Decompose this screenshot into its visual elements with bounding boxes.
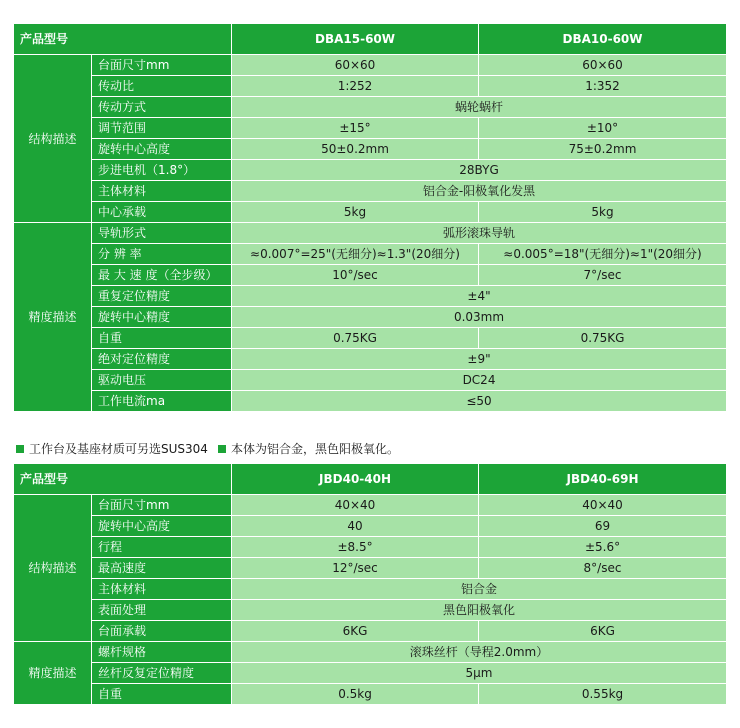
table-row [14,181,727,202]
spec-label: 台面尺寸mm [92,55,232,76]
spec-value: 7°/sec [479,265,727,286]
table-row [14,55,727,76]
spec-value: 12°/sec [232,558,479,579]
table-row [14,139,727,160]
model-name-header: DBA10-60W [479,24,727,55]
spec-value: 蜗轮蜗杆 [232,97,727,118]
table-row [14,621,727,642]
table-row [14,286,727,307]
spec-value: 50±0.2mm [232,139,479,160]
spec-label: 旋转中心高度 [92,139,232,160]
table-row [14,160,727,181]
category-label: 精度描述 [14,223,92,412]
spec-value: 0.75KG [232,328,479,349]
spec-label: 最高速度 [92,558,232,579]
spec-value: 5μm [232,663,727,684]
spec-value: 黑色阳极氧化 [232,600,727,621]
spec-value: ±4" [232,286,727,307]
table-row [14,391,727,412]
model-header-label: 产品型号 [14,24,232,55]
spec-label: 驱动电压 [92,370,232,391]
spec-value: 铝合金-阳极氧化发黑 [232,181,727,202]
spec-value: 8°/sec [479,558,727,579]
spec-label: 旋转中心精度 [92,307,232,328]
spec-value: 滚珠丝杆（导程2.0mm） [232,642,727,663]
spec-label: 行程 [92,537,232,558]
model-name-header: JBD40-40H [232,464,479,495]
spec-value: 60×60 [232,55,479,76]
spec-label: 传动比 [92,76,232,97]
spec-label: 绝对定位精度 [92,349,232,370]
table-row [14,558,727,579]
spec-value: 0.55kg [479,684,727,705]
bullet-icon [218,445,226,453]
spec-value: 0.75KG [479,328,727,349]
spec-value: ±5.6° [479,537,727,558]
spec-value: 28BYG [232,160,727,181]
spec-label: 工作电流ma [92,391,232,412]
spec-value: ±15° [232,118,479,139]
bullet-icon [16,445,24,453]
spec-value: 6KG [232,621,479,642]
spec-value: 1:352 [479,76,727,97]
spec-value: 75±0.2mm [479,139,727,160]
spec-value: 弧形滚珠导轨 [232,223,727,244]
spec-value: ±10° [479,118,727,139]
spec-label: 导轨形式 [92,223,232,244]
table-row [14,223,727,244]
spec-value: ≈0.007°=25"(无细分)≈1.3"(20细分) [232,244,479,265]
spec-value: ±9" [232,349,727,370]
spec-label: 台面承载 [92,621,232,642]
spec-value: 10°/sec [232,265,479,286]
spec-value: 铝合金 [232,579,727,600]
spec-table-dba [13,23,727,412]
spec-value: 0.5kg [232,684,479,705]
note-material: 工作台及基座材质可另选SUS304 [29,442,208,456]
spec-label: 分 辨 率 [92,244,232,265]
model-name-header: JBD40-69H [479,464,727,495]
spec-label: 台面尺寸mm [92,495,232,516]
spec-label: 中心承载 [92,202,232,223]
spec-label: 重复定位精度 [92,286,232,307]
table-row [14,600,727,621]
spec-value: 5kg [479,202,727,223]
header-row [14,464,727,495]
spec-value: DC24 [232,370,727,391]
spec-label: 自重 [92,684,232,705]
spec-value: 6KG [479,621,727,642]
table-row [14,663,727,684]
table-row [14,370,727,391]
table-row [14,537,727,558]
table-row [14,642,727,663]
table-row [14,684,727,705]
table-row [14,579,727,600]
spec-label: 主体材料 [92,579,232,600]
spec-label: 自重 [92,328,232,349]
spec-value: 5kg [232,202,479,223]
spec-value: ±8.5° [232,537,479,558]
spec-label: 步进电机（1.8°） [92,160,232,181]
table-row [14,244,727,265]
spec-label: 最 大 速 度（全步级） [92,265,232,286]
header-row [14,24,727,55]
category-label: 结构描述 [14,55,92,223]
table-row [14,76,727,97]
table-row [14,307,727,328]
spec-value: 1:252 [232,76,479,97]
category-label: 精度描述 [14,642,92,705]
table-row [14,328,727,349]
table-row [14,349,727,370]
spec-label: 表面处理 [92,600,232,621]
spec-value: 0.03mm [232,307,727,328]
spec-label: 传动方式 [92,97,232,118]
note-body: 本体为铝合金，黑色阳极氧化。 [230,442,399,456]
spec-label: 主体材料 [92,181,232,202]
table-row [14,516,727,537]
table-row [14,495,727,516]
table-row [14,202,727,223]
model-header-label: 产品型号 [14,464,232,495]
table-row [14,97,727,118]
spec-value: ≤50 [232,391,727,412]
table-row [14,265,727,286]
spec-value: 69 [479,516,727,537]
spec-value: 60×60 [479,55,727,76]
spec-value: 40 [232,516,479,537]
spec-label: 旋转中心高度 [92,516,232,537]
model-name-header: DBA15-60W [232,24,479,55]
spec-value: 40×40 [232,495,479,516]
spec-label: 丝杆反复定位精度 [92,663,232,684]
spec-table-jbd [13,463,727,705]
spec-label: 螺杆规格 [92,642,232,663]
spec-label: 调节范围 [92,118,232,139]
spec-value: 40×40 [479,495,727,516]
category-label: 结构描述 [14,495,92,642]
notes [16,442,409,456]
table-row [14,118,727,139]
spec-value: ≈0.005°=18"(无细分)≈1"(20细分) [479,244,727,265]
